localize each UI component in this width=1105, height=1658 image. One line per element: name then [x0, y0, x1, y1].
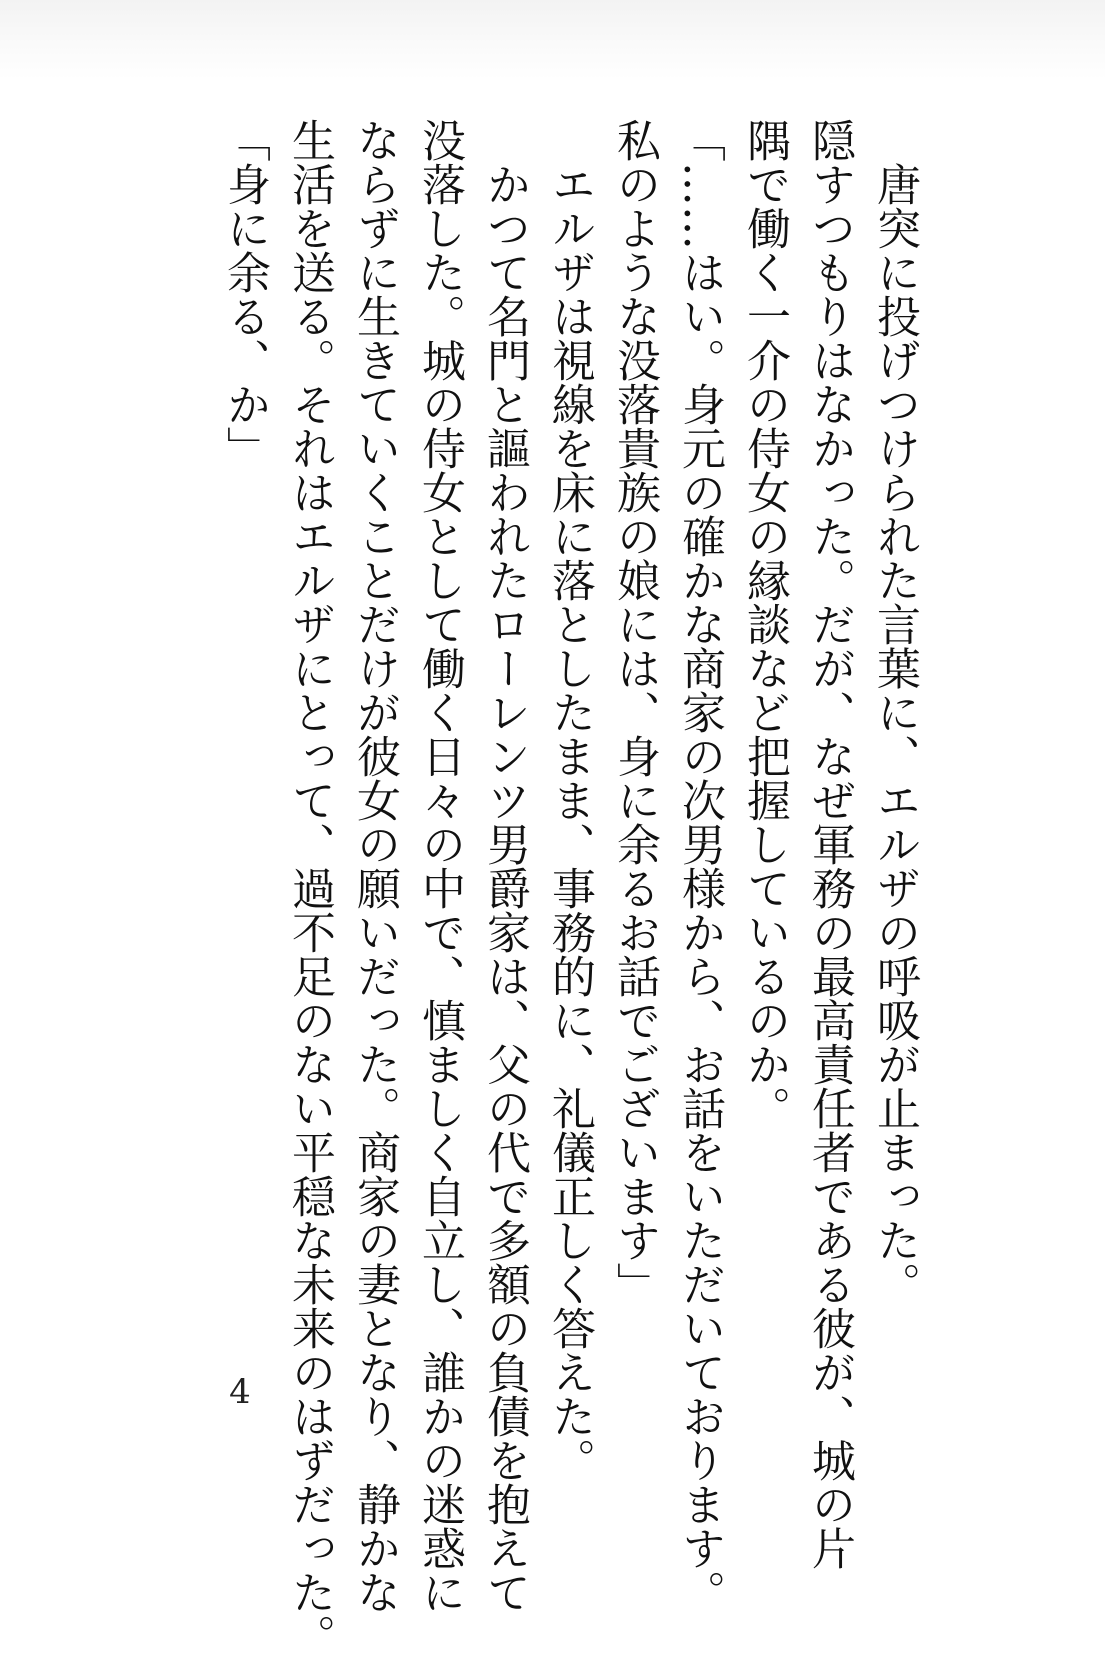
- page-number: 4: [229, 1372, 251, 1412]
- text-line: 「……はい。身元の確かな商家の次男様から、お話をいただいております。: [674, 118, 725, 1614]
- top-shadow: [0, 0, 1105, 80]
- text-line: 没落した。城の侍女として働く日々の中で、慎ましく自立し、誰かの迷惑に: [414, 118, 465, 1614]
- text-line: エルザは視線を床に落としたまま、事務的に、礼儀正しく答えた。: [544, 162, 595, 1482]
- text-line: かつて名門と謳われたローレンツ男爵家は、父の代で多額の負債を抱えて: [479, 162, 530, 1614]
- text-line: ならずに生きていくことだけが彼女の願いだった。商家の妻となり、静かな: [349, 118, 400, 1614]
- text-line: 唐突に投げつけられた言葉に、エルザの呼吸が止まった。: [869, 162, 920, 1306]
- page-text: [212, 118, 927, 1658]
- text-line: 隠すつもりはなかった。だが、なぜ軍務の最高責任者である彼が、城の片: [804, 118, 855, 1570]
- text-line: 私のような没落貴族の娘には、身に余るお話でございます」: [609, 118, 660, 1306]
- text-line: 「身に余る、か」: [219, 118, 270, 470]
- text-line: 隅で働く一介の侍女の縁談など把握しているのか。: [739, 118, 790, 1130]
- text-line: 生活を送る。それはエルザにとって、過不足のない平穏な未来のはずだった。: [284, 118, 335, 1658]
